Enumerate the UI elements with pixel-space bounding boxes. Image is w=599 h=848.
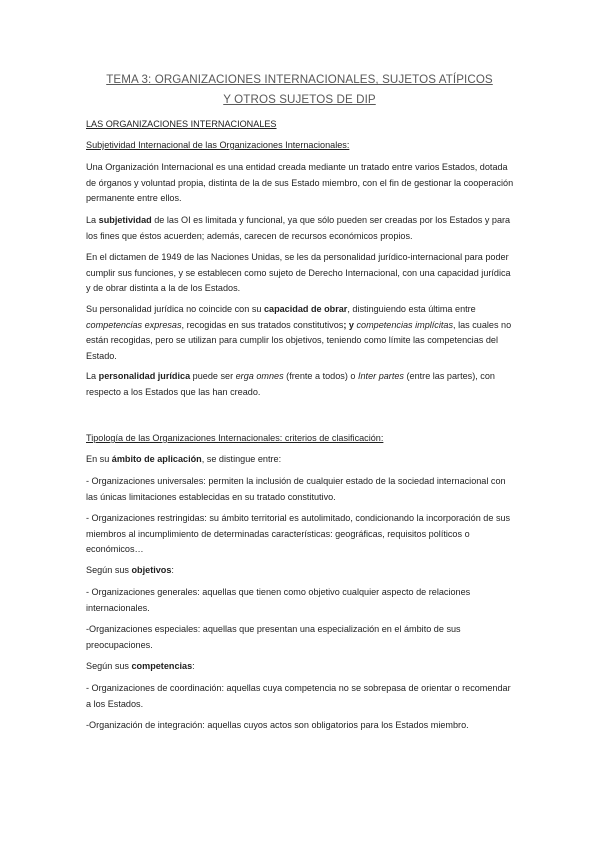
italic-competencias-expresas: competencias expresas xyxy=(86,319,182,330)
bold-competencias: competencias xyxy=(131,661,193,671)
section-heading: LAS ORGANIZACIONES INTERNACIONALES xyxy=(86,119,277,129)
paragraph-definition: Una Organización Internacional es una entidad creada mediante un tratado entre varios Estados, dotada de órganos y voluntad propia, distinta de la de sus Estado miembro, con el fin de gestionar la cooperación permanente entre ellos. xyxy=(86,162,514,203)
document-title-line-2: Y OTROS SUJETOS DE DIP xyxy=(223,93,376,106)
italic-inter-partes: Inter partes xyxy=(357,371,404,381)
list-item: - Organizaciones de coordinación: aquellas cuya competencia no se sobrepasa de orientar o recomendar a los Estados. xyxy=(86,683,511,709)
criteria-objetivos: Según sus objetivos: xyxy=(86,565,174,575)
bold-personalidad-juridica: personalidad jurídica xyxy=(98,371,191,381)
italic-competencias-implicitas: competencias implícitas xyxy=(356,319,454,330)
paragraph-personalidad: La personalidad jurídica puede ser erga omnes (frente a todos) o Inter partes (entre las partes), con respecto a los Estados que las han creado. xyxy=(86,371,495,397)
criteria-ambito: En su ámbito de aplicación, se distingue entre: xyxy=(86,454,282,464)
list-item: - Organizaciones universales: permiten la inclusión de cualquier estado de la sociedad internacional con las únicas limitaciones establecidas en su tratado constitutivo. xyxy=(86,476,506,502)
criteria-competencias: Según sus competencias: xyxy=(86,661,195,671)
bold-ambito: ámbito de aplicación xyxy=(111,454,202,464)
bold-objetivos: objetivos xyxy=(131,565,172,575)
list-item: -Organizaciones especiales: aquellas que presentan una especialización en el ámbito de sus preocupaciones. xyxy=(86,624,461,650)
italic-erga-omnes: erga omnes xyxy=(235,371,284,381)
paragraph-dictamen: En el dictamen de 1949 de las Naciones Unidas, se les da personalidad jurídico-internacional para poder cumplir sus funciones, y se establecen como sujeto de Derecho Internacional, con una capacidad jurídica y de obrar distinta a la de los Estados. xyxy=(86,252,511,293)
bold-subjetividad: subjetividad xyxy=(98,215,152,225)
document-title-line-1: TEMA 3: ORGANIZACIONES INTERNACIONALES, SUJETOS ATÍPICOS xyxy=(106,73,493,86)
subheading-tipologia: Tipología de las Organizaciones Internacionales: criterios de clasificación: xyxy=(86,433,384,443)
list-item: - Organizaciones restringidas: su ámbito territorial es autolimitado, condicionando la incorporación de sus miembros al incumplimiento de determinadas características: geográficas, requisitos políticos o económicos… xyxy=(86,513,511,554)
subheading-subjetividad: Subjetividad Internacional de las Organizaciones Internacionales: xyxy=(86,140,350,150)
list-item: - Organizaciones generales: aquellas que tienen como objetivo cualquier aspecto de relaciones internacionales. xyxy=(86,587,471,613)
paragraph-subjetividad: La subjetividad de las OI es limitada y funcional, ya que sólo pueden ser creadas por los Estados y para los fines que éstos acuerden; además, carecen de recursos económicos propios. xyxy=(86,215,511,241)
paragraph-capacidad: Su personalidad jurídica no coincide con su capacidad de obrar, distinguiendo esta última entre competencias expresas, recogidas en sus tratados constitutivos; y competencias implícitas, las cuales no están recogidas, pero se utilizan para cumplir los objetivos, teniendo como límite las competencias del Estado. xyxy=(86,304,512,361)
bold-capacidad-obrar: capacidad de obrar xyxy=(263,304,348,314)
list-item: -Organización de integración: aquellas cuyos actos son obligatorios para los Estados miembro. xyxy=(86,720,469,730)
